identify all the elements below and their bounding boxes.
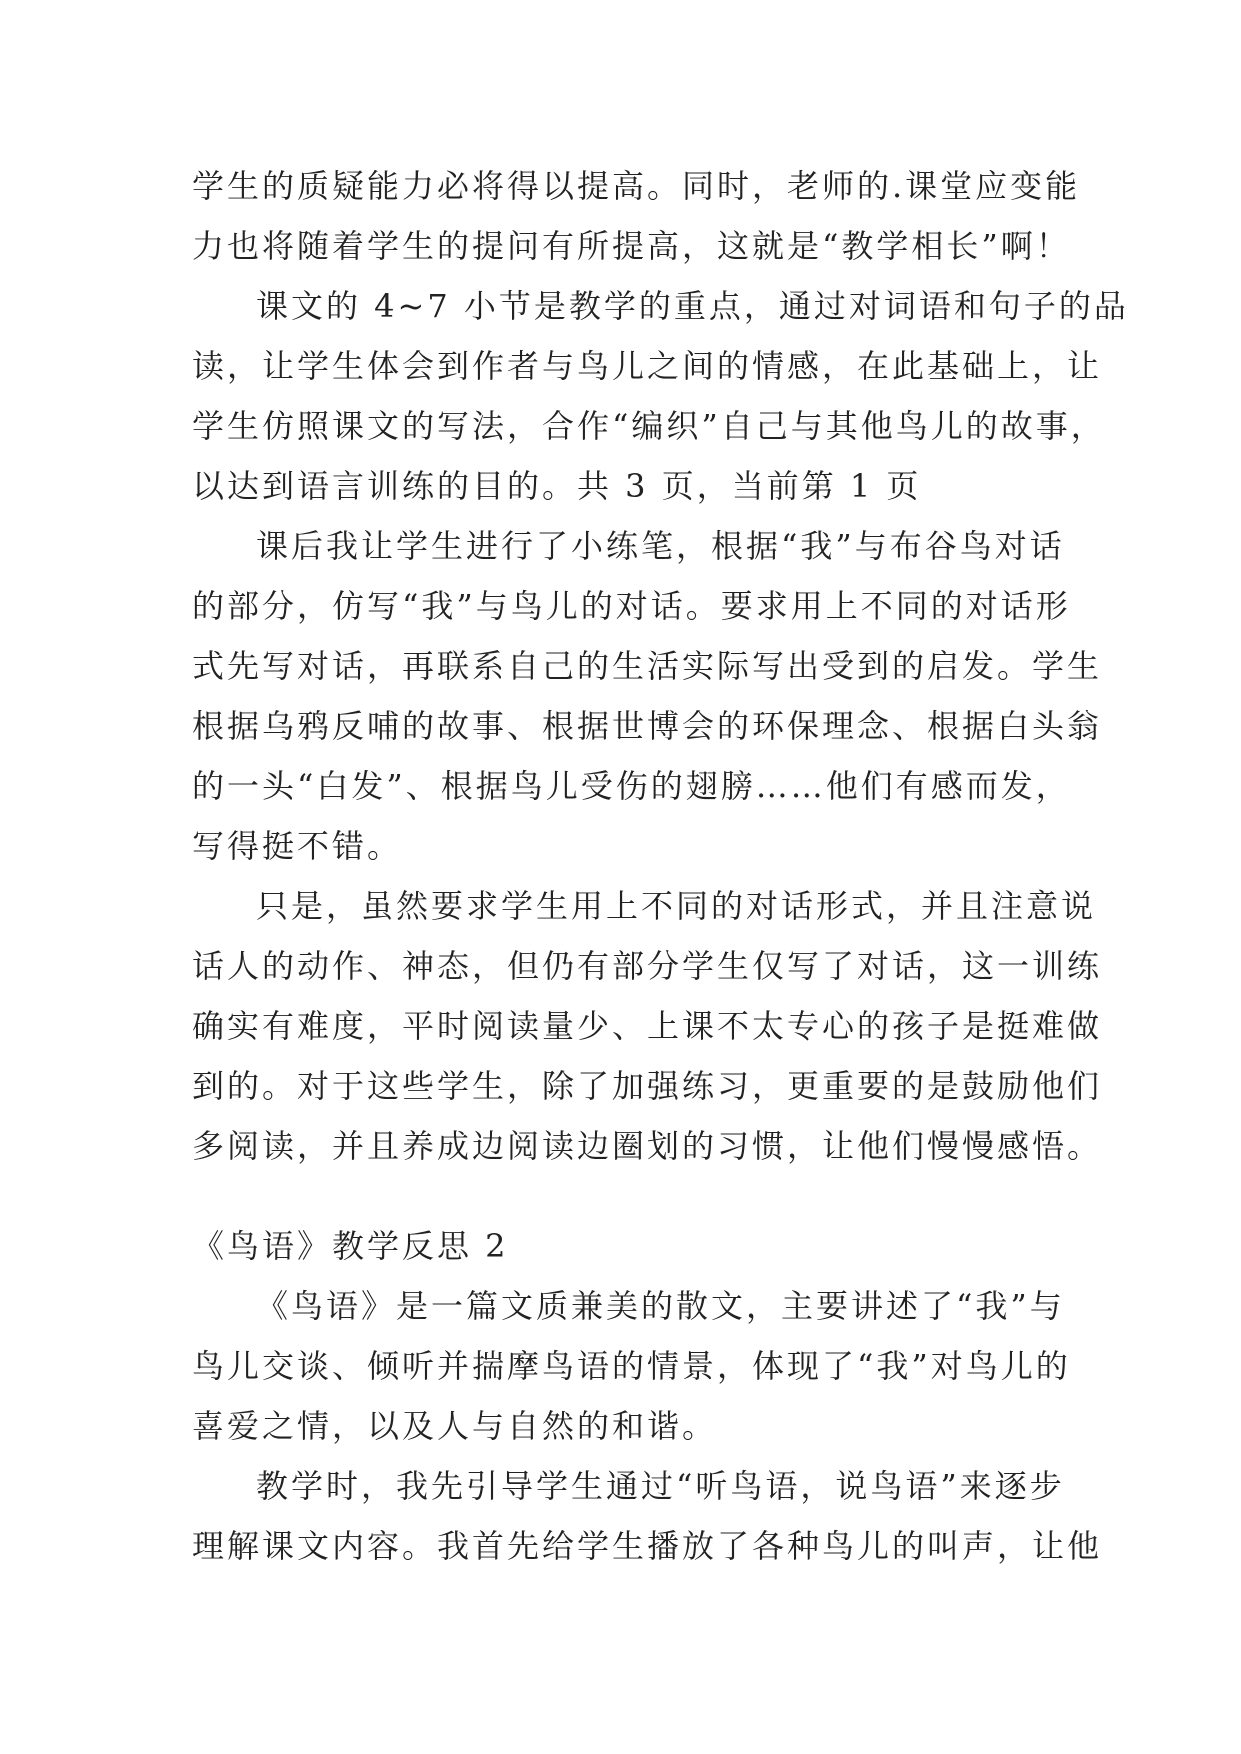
paragraph-4-line-2: 话人的动作、神态，但仍有部分学生仅写了对话，这一训练 bbox=[192, 947, 1103, 985]
paragraph-2-line-2: 读，让学生体会到作者与鸟儿之间的情感，在此基础上，让 bbox=[192, 347, 1103, 385]
paragraph-2-line-4: 以达到语言训练的目的。共 3 页，当前第 1 页 bbox=[192, 467, 922, 505]
section-paragraph-2-line-1: 教学时，我先引导学生通过“听鸟语，说鸟语”来逐步 bbox=[256, 1467, 1065, 1505]
paragraph-3-line-6: 写得挺不错。 bbox=[192, 827, 403, 865]
section-paragraph-1-line-1: 《鸟语》是一篇文质兼美的散文，主要讲述了“我”与 bbox=[256, 1287, 1065, 1325]
paragraph-3-line-5: 的一头“白发”、根据鸟儿受伤的翅膀……他们有感而发， bbox=[192, 767, 1071, 805]
paragraph-2-line-1: 课文的 4~7 小节是教学的重点，通过对词语和句子的品 bbox=[256, 287, 1129, 325]
paragraph-4-line-1: 只是，虽然要求学生用上不同的对话形式，并且注意说 bbox=[256, 887, 1097, 925]
paragraph-1-line-2: 力也将随着学生的提问有所提高，这就是“教学相长”啊！ bbox=[192, 227, 1071, 265]
paragraph-3-line-4: 根据乌鸦反哺的故事、根据世博会的环保理念、根据白头翁 bbox=[192, 707, 1103, 745]
paragraph-2-line-3: 学生仿照课文的写法，合作“编织”自己与其他鸟儿的故事， bbox=[192, 407, 1106, 445]
section-title: 《鸟语》教学反思 2 bbox=[192, 1227, 509, 1265]
section-paragraph-2-line-2: 理解课文内容。我首先给学生播放了各种鸟儿的叫声，让他 bbox=[192, 1527, 1103, 1565]
section-paragraph-1-line-3: 喜爱之情，以及人与自然的和谐。 bbox=[192, 1407, 718, 1445]
paragraph-4-line-3: 确实有难度，平时阅读量少、上课不太专心的孩子是挺难做 bbox=[192, 1007, 1103, 1045]
paragraph-3-line-2: 的部分，仿写“我”与鸟儿的对话。要求用上不同的对话形 bbox=[192, 587, 1071, 625]
paragraph-1-line-1: 学生的质疑能力必将得以提高。同时，老师的.课堂应变能 bbox=[192, 167, 1081, 205]
paragraph-3-line-3: 式先写对话，再联系自己的生活实际写出受到的启发。学生 bbox=[192, 647, 1103, 685]
paragraph-4-line-5: 多阅读，并且养成边阅读边圈划的习惯，让他们慢慢感悟。 bbox=[192, 1127, 1103, 1165]
paragraph-3-line-1: 课后我让学生进行了小练笔，根据“我”与布谷鸟对话 bbox=[256, 527, 1065, 565]
paragraph-4-line-4: 到的。对于这些学生，除了加强练习，更重要的是鼓励他们 bbox=[192, 1067, 1103, 1105]
section-paragraph-1-line-2: 鸟儿交谈、倾听并揣摩鸟语的情景，体现了“我”对鸟儿的 bbox=[192, 1347, 1071, 1385]
